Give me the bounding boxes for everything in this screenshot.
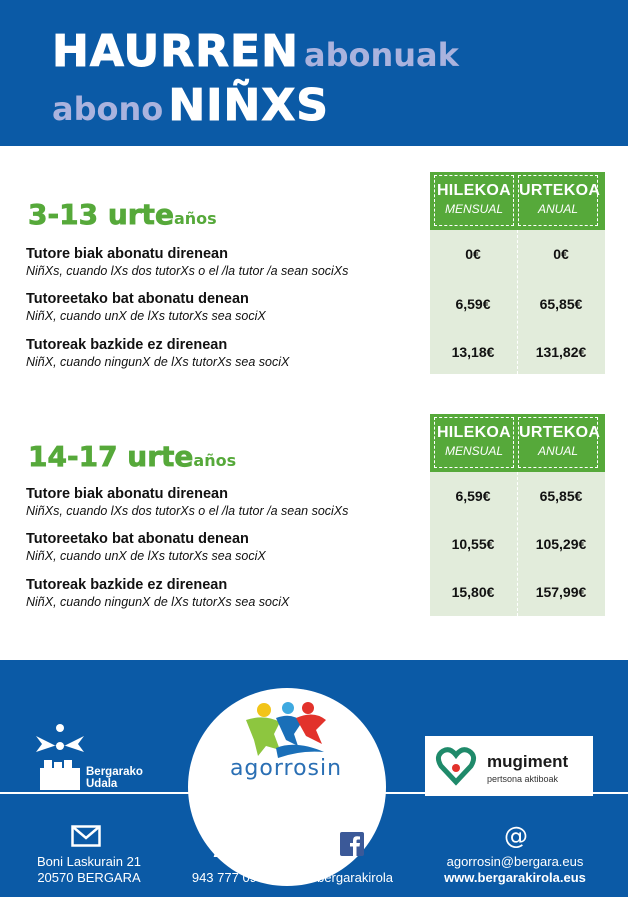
mugiment-logo bbox=[425, 736, 593, 796]
col-head-monthly: HILEKOA MENSUAL bbox=[434, 417, 514, 468]
section1-row3-label: Tutoreak bazkide ez direnean NiñX, cuando ningunX de lXs tutorXs sea sociX bbox=[26, 337, 290, 369]
price-table-body bbox=[430, 472, 605, 616]
agorrosin-logo bbox=[229, 700, 343, 781]
price-monthly: 6,59€ bbox=[455, 296, 491, 312]
price-monthly: 15,80€ bbox=[451, 584, 495, 600]
mail-icon bbox=[71, 825, 101, 851]
title-ninxs: NIÑXS bbox=[168, 80, 329, 131]
mugiment-heart-icon bbox=[435, 746, 477, 786]
section2-row3-label: Tutoreak bazkide ez direnean NiñX, cuando ningunX de lXs tutorXs sea sociX bbox=[26, 577, 290, 609]
facebook-link[interactable]: bergarakirola bbox=[317, 870, 393, 885]
col-head-monthly: HILEKOA MENSUAL bbox=[434, 175, 514, 226]
col-head-annual: URTEKOA ANUAL bbox=[518, 175, 598, 226]
price-annual: 131,82€ bbox=[535, 344, 587, 360]
price-annual: 65,85€ bbox=[539, 296, 583, 312]
col-head-annual: URTEKOA ANUAL bbox=[518, 417, 598, 468]
title-line-2 bbox=[52, 80, 329, 131]
price-monthly: 6,59€ bbox=[455, 488, 491, 504]
at-icon: @ bbox=[504, 822, 528, 850]
age-title-3-13: 3-13 urteaños bbox=[28, 198, 217, 231]
section1-row1-label: Tutore biak abonatu direnean NiñXs, cuando lXs dos tutorXs o el /la tutor /a sean sociXs bbox=[26, 246, 349, 278]
address: Boni Laskurain 21 20570 BERGARA bbox=[36, 854, 142, 885]
price-annual: 157,99€ bbox=[535, 584, 587, 600]
price-monthly: 0€ bbox=[465, 246, 481, 262]
website-link[interactable]: www.bergarakirola.eus bbox=[444, 870, 586, 885]
price-table-header bbox=[430, 172, 605, 230]
agorrosin-wordmark: agorrosin bbox=[229, 756, 343, 781]
agorrosin-figures-icon bbox=[236, 700, 336, 762]
facebook-icon bbox=[340, 832, 364, 860]
price-annual: 105,29€ bbox=[535, 536, 587, 552]
age-title-14-17: 14-17 urteaños bbox=[28, 440, 237, 473]
contact-links bbox=[432, 854, 598, 886]
section1-row2-label: Tutoreetako bat abonatu denean NiñX, cuando unX de lXs tutorXs sea sociX bbox=[26, 291, 266, 323]
price-annual: 65,85€ bbox=[539, 488, 583, 504]
price-table-14-17 bbox=[430, 414, 605, 616]
mugiment-wordmark: mugiment bbox=[487, 752, 569, 771]
phone-number: 943 777 095 bbox=[191, 870, 265, 885]
title-haurren: HAURREN bbox=[52, 26, 299, 77]
price-monthly: 13,18€ bbox=[451, 344, 495, 360]
price-monthly: 10,55€ bbox=[451, 536, 495, 552]
section2-row1-label: Tutore biak abonatu direnean NiñXs, cuando lXs dos tutorXs o el /la tutor /a sean sociXs bbox=[26, 486, 349, 518]
title-line-1 bbox=[52, 26, 459, 77]
price-table-header bbox=[430, 414, 605, 472]
phone-icon bbox=[210, 828, 246, 862]
mugiment-tagline: pertsona aktiboak bbox=[487, 774, 559, 784]
price-table-3-13 bbox=[430, 172, 605, 374]
price-table-body bbox=[430, 230, 605, 374]
title-abonuak: abonuak bbox=[304, 36, 459, 74]
email-link[interactable]: agorrosin@bergara.eus bbox=[446, 854, 584, 869]
title-abono: abono bbox=[52, 90, 164, 128]
section2-row2-label: Tutoreetako bat abonatu denean NiñX, cuando unX de lXs tutorXs sea sociX bbox=[26, 531, 266, 563]
price-annual: 0€ bbox=[553, 246, 569, 262]
bergara-logo bbox=[34, 722, 154, 796]
header-banner bbox=[0, 0, 628, 146]
bergara-text: Bergarako Udala bbox=[86, 766, 143, 790]
